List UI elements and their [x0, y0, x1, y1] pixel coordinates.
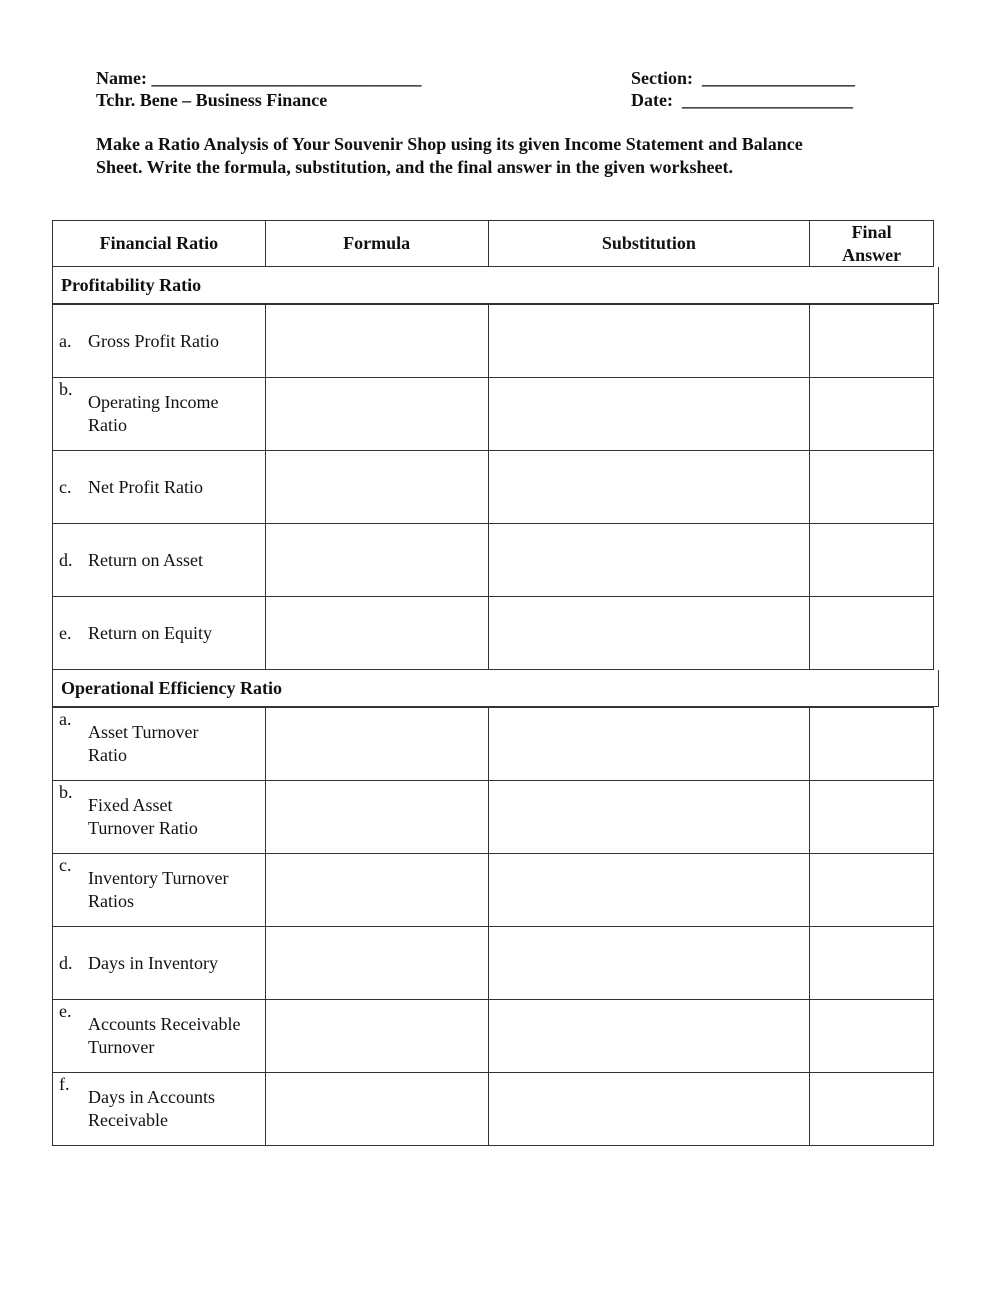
header-substitution: Substitution — [489, 221, 811, 267]
ratio-name-line1: Fixed Asset — [88, 795, 173, 815]
ratio-name — [88, 330, 219, 353]
table-row — [52, 1073, 934, 1146]
header-financial-ratio: Financial Ratio — [53, 221, 266, 267]
ratio-name — [88, 794, 198, 840]
final-answer-cell[interactable] — [810, 708, 934, 781]
header-final-answer-line1: Final — [851, 221, 892, 242]
final-answer-cell[interactable] — [810, 451, 934, 524]
ratio-name — [88, 721, 199, 767]
name-label: Name: — [96, 68, 147, 88]
table-row — [52, 781, 934, 854]
table-row — [52, 854, 934, 927]
formula-cell[interactable] — [266, 1000, 489, 1073]
name-blank[interactable]: ______________________________ — [151, 68, 422, 88]
ratio-name-line2: Receivable — [88, 1110, 168, 1130]
final-answer-cell[interactable] — [810, 524, 934, 597]
substitution-cell[interactable] — [489, 1073, 811, 1146]
ratio-name-line1: Return on Asset — [88, 549, 203, 570]
substitution-cell[interactable] — [489, 597, 811, 670]
item-letter: c. — [59, 855, 72, 875]
ratio-name-line2: Ratio — [88, 745, 127, 765]
formula-cell[interactable] — [266, 1073, 489, 1146]
ratio-name — [88, 476, 203, 499]
item-letter: f. — [59, 1074, 70, 1094]
item-letter: a. — [59, 709, 72, 729]
ratio-name-line1: Operating Income — [88, 392, 219, 412]
ratio-name-cell — [53, 305, 266, 378]
ratio-name-line1: Net Profit Ratio — [88, 476, 203, 497]
ratio-name-cell — [53, 524, 266, 597]
ratio-name — [88, 1086, 215, 1132]
ratio-name-cell — [53, 1000, 266, 1073]
substitution-cell[interactable] — [489, 927, 811, 1000]
ratio-name-line1: Asset Turnover — [88, 722, 199, 742]
ratio-name-line2: Turnover Ratio — [88, 818, 198, 838]
substitution-cell[interactable] — [489, 854, 811, 927]
ratio-name-cell — [53, 708, 266, 781]
name-line — [96, 67, 421, 89]
ratio-name-line2: Ratios — [88, 891, 135, 911]
ratio-name-line1: Return on Equity — [88, 622, 212, 643]
formula-cell[interactable] — [266, 927, 489, 1000]
ratio-name-cell — [53, 597, 266, 670]
ratio-name — [88, 867, 229, 913]
item-letter: e. — [59, 1001, 72, 1021]
table-row — [52, 1000, 934, 1073]
ratio-name — [88, 622, 212, 645]
item-letter: d. — [59, 952, 73, 973]
substitution-cell[interactable] — [489, 378, 811, 451]
substitution-cell[interactable] — [489, 524, 811, 597]
substitution-cell[interactable] — [489, 305, 811, 378]
item-letter: b. — [59, 379, 73, 399]
ratio-name-cell — [53, 1073, 266, 1146]
formula-cell[interactable] — [266, 524, 489, 597]
table-row — [52, 451, 934, 524]
header-final-answer-line2: Answer — [842, 244, 902, 265]
table-row — [52, 708, 934, 781]
formula-cell[interactable] — [266, 854, 489, 927]
formula-cell[interactable] — [266, 451, 489, 524]
section-title: Profitability Ratio — [52, 267, 939, 304]
ratio-name-line2: Turnover — [88, 1037, 155, 1057]
final-answer-cell[interactable] — [810, 597, 934, 670]
instructions-line-2: Sheet. Write the formula, substitution, and the final answer in the given worksheet. — [96, 157, 734, 177]
table-row — [52, 597, 934, 670]
ratio-name-line1: Inventory Turnover — [88, 868, 229, 888]
substitution-cell[interactable] — [489, 1000, 811, 1073]
substitution-cell[interactable] — [489, 781, 811, 854]
formula-cell[interactable] — [266, 378, 489, 451]
section-line — [631, 67, 855, 89]
final-answer-cell[interactable] — [810, 305, 934, 378]
final-answer-cell[interactable] — [810, 927, 934, 1000]
header-final-answer — [810, 221, 934, 267]
table-row — [52, 524, 934, 597]
ratio-name-cell — [53, 927, 266, 1000]
ratio-name-cell — [53, 854, 266, 927]
formula-cell[interactable] — [266, 708, 489, 781]
header-formula: Formula — [266, 221, 489, 267]
date-line — [631, 89, 853, 111]
ratio-name — [88, 391, 218, 437]
table-header-row — [52, 220, 934, 267]
instructions — [96, 133, 896, 179]
final-answer-cell[interactable] — [810, 1073, 934, 1146]
ratio-worksheet-table — [52, 220, 934, 1146]
item-letter: a. — [59, 330, 72, 351]
ratio-name-cell — [53, 451, 266, 524]
substitution-cell[interactable] — [489, 708, 811, 781]
ratio-name-line1: Accounts Receivable — [88, 1014, 241, 1034]
final-answer-cell[interactable] — [810, 781, 934, 854]
final-answer-cell[interactable] — [810, 1000, 934, 1073]
formula-cell[interactable] — [266, 597, 489, 670]
ratio-name-line2: Ratio — [88, 415, 127, 435]
ratio-name-line1: Days in Accounts — [88, 1087, 215, 1107]
section-label: Section: — [631, 68, 693, 88]
formula-cell[interactable] — [266, 305, 489, 378]
ratio-name — [88, 1013, 240, 1059]
date-blank[interactable]: ___________________ — [681, 90, 853, 110]
formula-cell[interactable] — [266, 781, 489, 854]
ratio-name — [88, 952, 218, 975]
item-letter: b. — [59, 782, 73, 802]
section-blank[interactable]: _________________ — [702, 68, 855, 88]
section-row — [52, 670, 934, 708]
table-row — [52, 927, 934, 1000]
final-answer-cell[interactable] — [810, 378, 934, 451]
ratio-name-cell — [53, 781, 266, 854]
item-letter: c. — [59, 476, 72, 497]
date-label: Date: — [631, 90, 673, 110]
section-title: Operational Efficiency Ratio — [52, 670, 939, 707]
ratio-name-line1: Gross Profit Ratio — [88, 330, 220, 351]
ratio-name-line1: Days in Inventory — [88, 952, 218, 973]
ratio-name — [88, 549, 203, 572]
final-answer-cell[interactable] — [810, 854, 934, 927]
table-row — [52, 305, 934, 378]
teacher-line: Tchr. Bene – Business Finance — [96, 90, 328, 110]
ratio-name-cell — [53, 378, 266, 451]
item-letter: d. — [59, 549, 73, 570]
section-row — [52, 267, 934, 305]
instructions-line-1: Make a Ratio Analysis of Your Souvenir Shop using its given Income Statement and Balance — [96, 134, 803, 154]
item-letter: e. — [59, 622, 72, 643]
table-row — [52, 378, 934, 451]
substitution-cell[interactable] — [489, 451, 811, 524]
